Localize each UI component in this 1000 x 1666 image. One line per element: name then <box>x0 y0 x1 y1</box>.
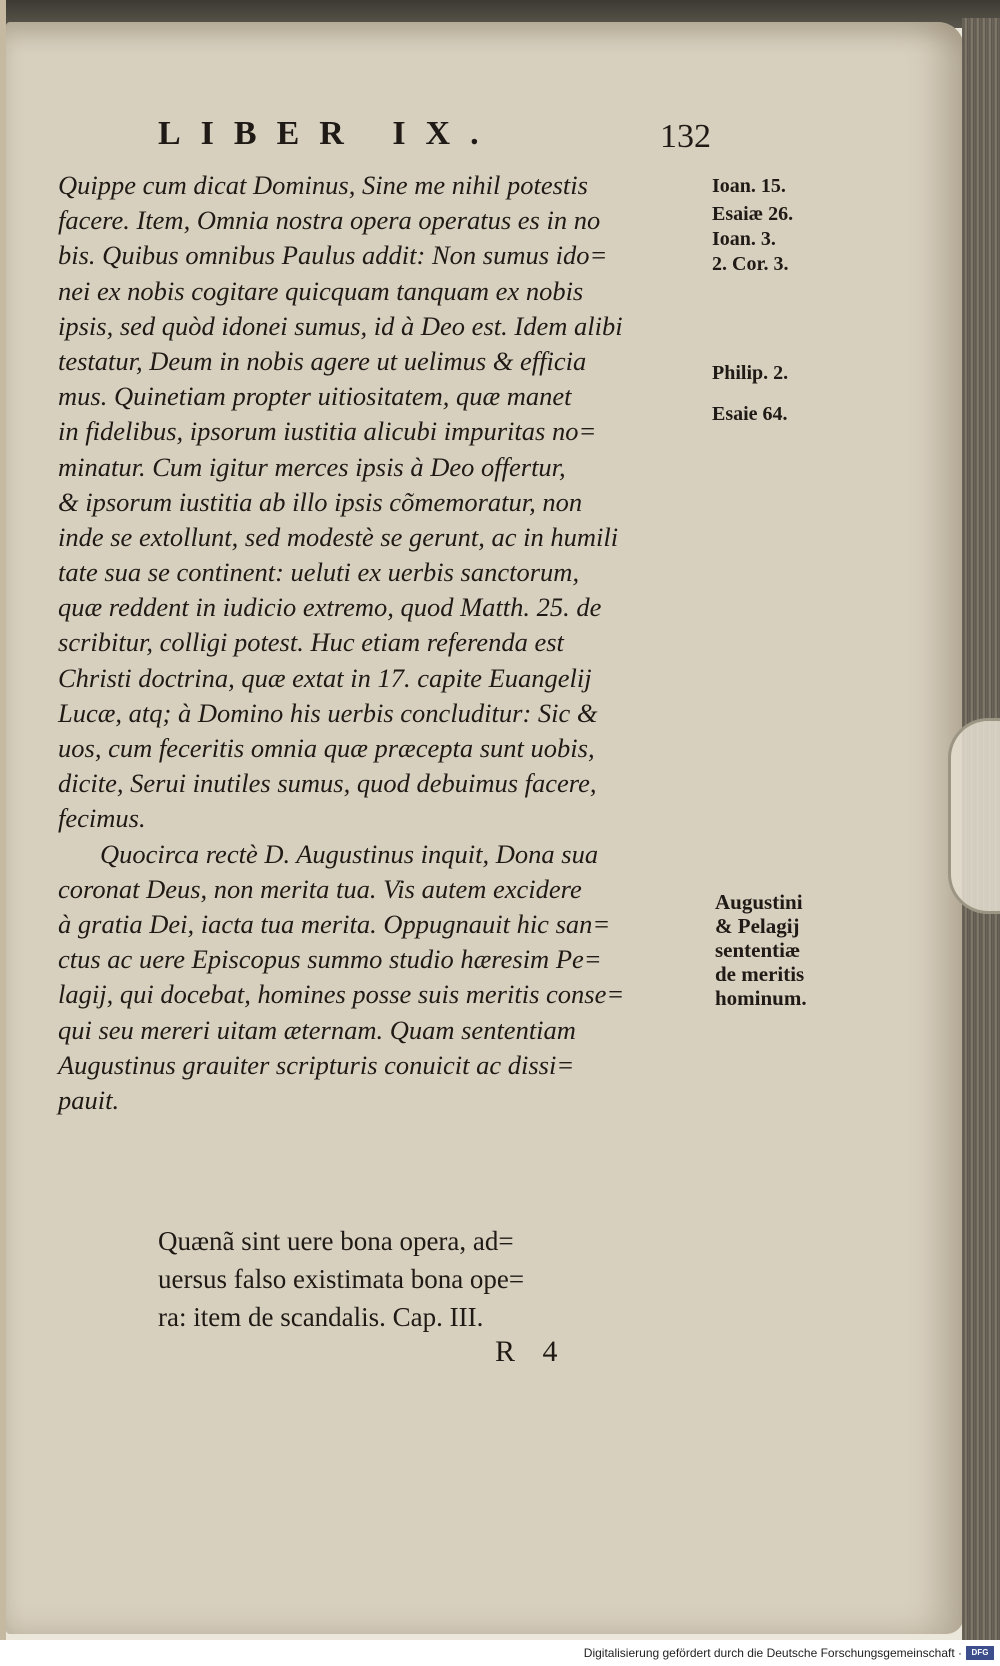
text-line: coronat Deus, non merita tua. Vis autem excidere <box>58 873 582 904</box>
footer-credit: Digitalisierung gefördert durch die Deutsche Forschungsgemeinschaft · <box>583 1646 962 1660</box>
heading-line: uersus falso existimata bona ope= <box>158 1264 525 1294</box>
text-line: qui seu mereri uitam æternam. Quam sententiam <box>58 1014 576 1045</box>
text-line: Lucæ, atq; à Domino his uerbis concluditur: Sic & <box>58 697 598 728</box>
text-line: dicite, Serui inutiles sumus, quod debuimus facere, <box>58 768 597 799</box>
text-line: facere. Item, Omnia nostra opera operatus es in no <box>58 205 601 236</box>
text-line: testatur, Deum in nobis agere ut uelimus & efficia <box>58 345 587 376</box>
text-line: tate sua se continent: ueluti ex uerbis sanctorum, <box>58 557 580 588</box>
margin-note: Ioan. 15. <box>712 175 786 197</box>
text-line: mus. Quinetiam propter uitiositatem, quæ manet <box>58 381 572 412</box>
running-head: LIBER IX. <box>158 115 499 152</box>
margin-note: Philip. 2. <box>712 362 789 384</box>
footer-bar <box>0 1640 1000 1666</box>
text-line: uos, cum feceritis omnia quæ præcepta sunt uobis, <box>58 733 595 763</box>
page-number: 132 <box>660 118 711 155</box>
text-line: ctus ac uere Episcopus summo studio hæresim Pe= <box>58 944 602 975</box>
margin-note-block <box>715 890 807 1010</box>
text-line: Christi doctrina, quæ extat in 17. capite Euangelij <box>58 662 592 693</box>
text-line: lagij, qui docebat, homines posse suis meritis conse= <box>58 979 625 1010</box>
margin-note-line: de meritis <box>715 962 805 986</box>
text-line: & ipsorum iustitia ab illo ipsis cõmemoratur, non <box>58 486 583 517</box>
margin-note-line: sententiæ <box>715 938 801 962</box>
text-line: Augustinus grauiter scripturis conuicit ac dissi= <box>58 1049 575 1080</box>
text-line: nei ex nobis cogitare quicquam tanquam ex nobis <box>58 275 584 306</box>
margin-note: Esaiæ 26. <box>712 203 794 225</box>
text-line: Quippe cum dicat Dominus, Sine me nihil potestis <box>58 170 588 200</box>
margin-note: Esaie 64. <box>712 403 788 425</box>
text-line: minatur. Cum igitur merces ipsis à Deo offertur, <box>58 451 566 482</box>
chapter-heading <box>158 1222 638 1336</box>
text-line: Quocirca rectè D. Augustinus inquit, Dona sua <box>100 838 599 869</box>
text-line: quæ reddent in iudicio extremo, quod Matth. 25. de <box>58 592 602 623</box>
text-line: fecimus. <box>58 803 146 834</box>
text-line: inde se extollunt, sed modestè se gerunt, ac in humili <box>58 521 619 552</box>
body-text <box>58 168 718 1118</box>
margin-note: Ioan. 3. <box>712 228 776 250</box>
dfg-logo: DFG <box>966 1646 994 1660</box>
signature-mark: R 4 <box>495 1335 568 1368</box>
page-clip-tab <box>948 718 1000 914</box>
margin-note: 2. Cor. 3. <box>712 253 789 275</box>
heading-line: Quænã sint uere bona opera, ad= <box>158 1226 514 1256</box>
text-line: ipsis, sed quòd idonei sumus, id à Deo est. Idem alibi <box>58 310 623 341</box>
text-line: pauit. <box>58 1084 120 1115</box>
text-line: à gratia Dei, iacta tua merita. Oppugnauit hic san= <box>58 908 611 939</box>
text-line: bis. Quibus omnibus Paulus addit: Non sumus ido= <box>58 240 608 271</box>
margin-note-line: hominum. <box>715 986 807 1010</box>
text-line: scribitur, colligi potest. Huc etiam referenda est <box>58 627 564 658</box>
heading-line: ra: item de scandalis. Cap. III. <box>158 1302 484 1332</box>
margin-note-line: Augustini <box>715 890 803 914</box>
margin-note-line: & Pelagij <box>715 914 800 938</box>
text-line: in fidelibus, ipsorum iustitia alicubi impuritas no= <box>58 416 597 447</box>
